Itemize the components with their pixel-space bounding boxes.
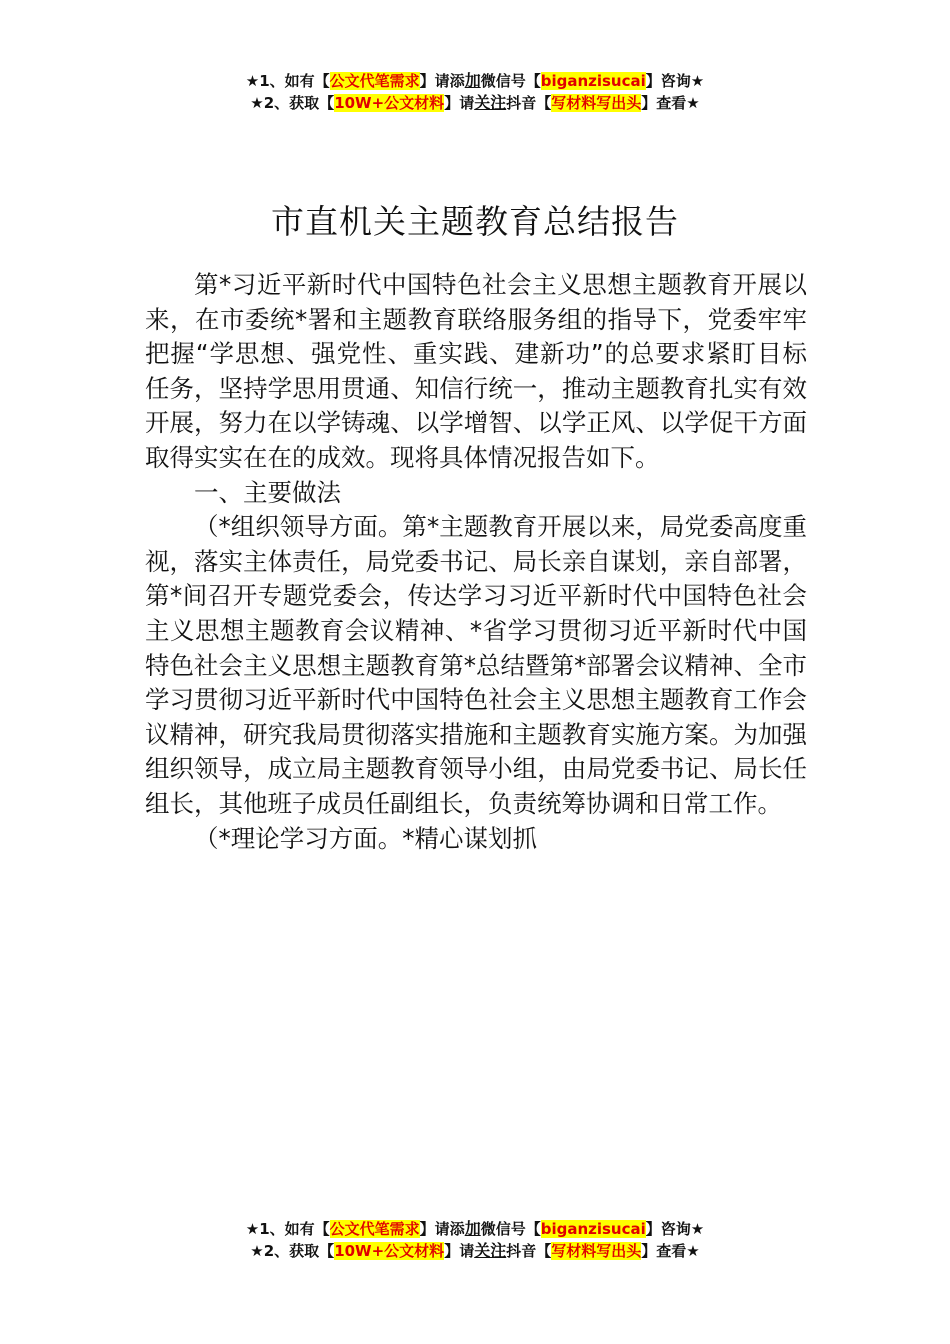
promo-underline: 加 [464, 71, 481, 90]
promo-text: 】咨询★ [645, 1220, 705, 1238]
paragraph-theory-study: （*理论学习方面。*精心谋划抓 [194, 823, 537, 853]
bottom-promo-banner [0, 1218, 950, 1262]
paragraph-intro: 第*习近平新时代中国特色社会主义思想主题教育开展以来，在市委统*署和主题教育联络服务组的指导下，党委牢牢把握“学思想、强党性、重实践、建新功”的总要求紧盯目标任务，坚持学思用贯通、知信行统一，推动主题教育扎实有效开展，努力在以学铸魂、以学增智、以学正风、以学促干方面取得实实在在的成效。现将具体情况报告如下。 [145, 270, 807, 472]
promo-douyin-id: 写材料写出头 [551, 94, 642, 112]
promo-highlight: 10W+公文材料 [334, 1242, 445, 1260]
promo-text: ★1、如有【 [245, 72, 330, 90]
promo-line-1 [0, 70, 950, 92]
promo-wechat-id: biganzisucai [540, 1220, 646, 1238]
promo-text: 】请添 [419, 1220, 465, 1238]
section-heading: 一、主要做法 [194, 477, 341, 507]
promo-text: 抖音【 [506, 94, 552, 112]
promo-underline: 关注 [474, 93, 507, 112]
promo-line-2 [0, 1240, 950, 1262]
document-title: 市直机关主题教育总结报告 [271, 202, 679, 242]
promo-text: 微信号【 [480, 72, 541, 90]
promo-text: ★1、如有【 [245, 1220, 330, 1238]
promo-wechat-id: biganzisucai [540, 72, 646, 90]
promo-text: ★2、获取【 [250, 1242, 335, 1260]
promo-line-2 [0, 92, 950, 114]
promo-text: 】请 [444, 94, 475, 112]
promo-text: 微信号【 [480, 1220, 541, 1238]
document-body [145, 268, 807, 856]
top-promo-banner [0, 70, 950, 114]
promo-underline: 关注 [474, 1241, 507, 1260]
promo-text: 】查看★ [641, 94, 700, 112]
promo-underline: 加 [464, 1219, 481, 1238]
promo-highlight: 公文代笔需求 [329, 72, 420, 90]
promo-highlight: 10W+公文材料 [334, 94, 445, 112]
promo-line-1 [0, 1218, 950, 1240]
promo-highlight: 公文代笔需求 [329, 1220, 420, 1238]
promo-text: 】请添 [419, 72, 465, 90]
paragraph-organization: （*组织领导方面。第*主题教育开展以来，局党委高度重视，落实主体责任，局党委书记、局长亲自谋划，亲自部署，第*间召开专题党委会，传达学习习近平新时代中国特色社会主义思想主题教育会议精神、*省学习贯彻习近平新时代中国特色社会主义思想主题教育第*总结暨第*部署会议精神、全市学习贯彻习近平新时代中国特色社会主义思想主题教育工作会议精神，研究我局贯彻落实措施和主题教育实施方案。为加强组织领导，成立局主题教育领导小组，由局党委书记、局长任组长，其他班子成员任副组长，负责统筹协调和日常工作。 [145, 512, 807, 818]
promo-douyin-id: 写材料写出头 [551, 1242, 642, 1260]
promo-text: ★2、获取【 [250, 94, 335, 112]
promo-text: 】查看★ [641, 1242, 700, 1260]
promo-text: 抖音【 [506, 1242, 552, 1260]
promo-text: 】咨询★ [645, 72, 705, 90]
promo-text: 】请 [444, 1242, 475, 1260]
